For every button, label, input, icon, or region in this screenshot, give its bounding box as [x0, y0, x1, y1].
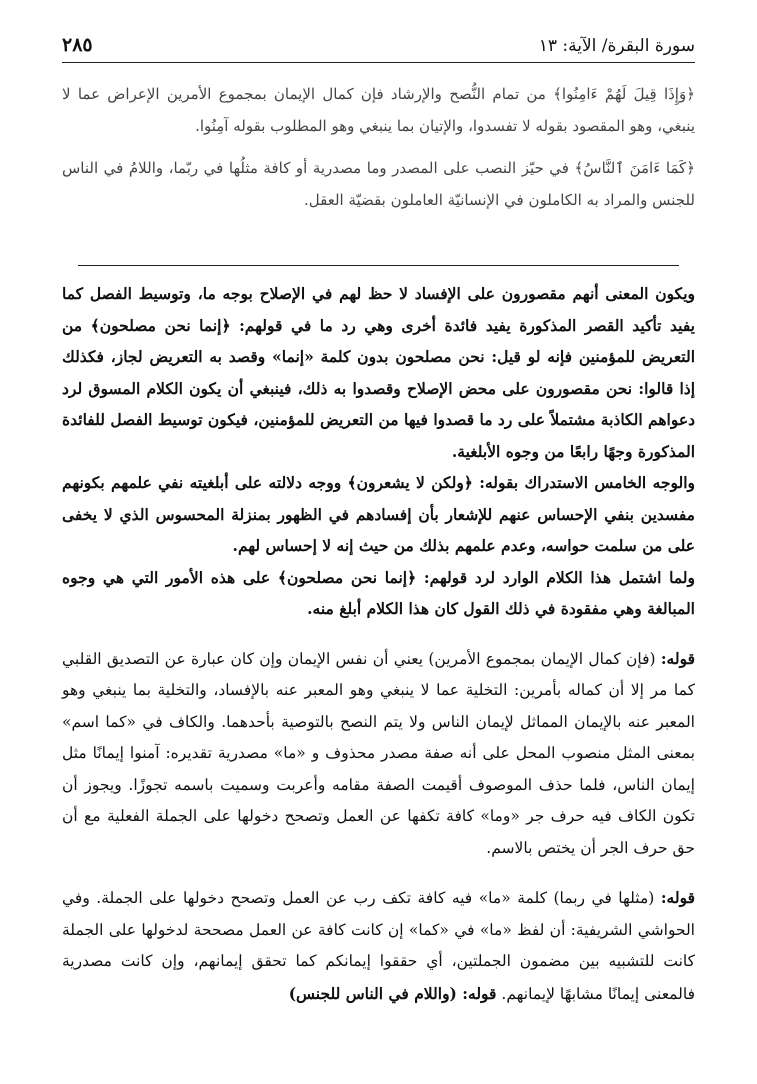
commentary-paragraph: [62, 882, 695, 1010]
matn-paragraph: ﴿كَمَا ءَامَنَ ٱلنَّاسُ﴾ في حيّز النصب على المصدر وما مصدرية أو كافة مثلُها في ربّما، واللامُ في الناس للجنس والمراد به الكاملون في الإنسانيّة العاملون بقضيّة العقل.: [62, 159, 695, 209]
qawlu-label: قوله:: [660, 648, 695, 668]
page-number: ٢٨٥: [62, 34, 93, 56]
commentary-body: (واللام في الناس للجنس): [288, 983, 463, 1003]
qawlu-label: قوله:: [462, 983, 497, 1003]
matn-text: [62, 78, 695, 226]
qawlu-label: قوله:: [660, 888, 695, 907]
separator-line: [78, 265, 679, 266]
commentary-paragraph: [62, 643, 695, 865]
commentary-body: (مثلها في ربما) كلمة «ما» فيه كافة تكف رب عن العمل وتصحح دخولها على الجملة. وفي الحواشي الشريفية: أن لفظ «ما» في «كما» إن كانت كافة عن العمل مصححة لدخولها على الجملة كانت للتشبيه بين مضمون الجملتين، أي حققوا إيمانكم كما تحقق إيمانهم، وإن كانت مصدرية فالمعنى إيمانًا مشابهًا لإيمانهم.: [62, 889, 695, 1003]
commentary-paragraph: والوجه الخامس الاستدراك بقوله: ﴿ولكن لا يشعرون﴾ ووجه دلالته على أبلغيته نفي علمهم بكونهم مفسدين بنفي الإحساس عنهم للإشعار بأن إفسادهم في الظهور بمنزلة المحسوس الذي لا يخفى على من سلمت حواسه، وعدم علمهم بذلك من حيث إنه لا إحساس لهم.: [62, 473, 695, 555]
commentary-paragraph: ولما اشتمل هذا الكلام الوارد لرد قولهم: ﴿إنما نحن مصلحون﴾ على هذه الأمور التي هي وجوه المبالغة وهي مفقودة في ذلك القول كان هذا الكلام أبلغ منه.: [62, 567, 695, 618]
running-title: سورة البقرة/ الآية: ١٣: [538, 36, 695, 56]
commentary-body: (فإن كمال الإيمان بمجموع الأمرين) يعني أن نفس الإيمان وإن كان عبارة عن التصديق القلبي كما مر إلا أن كماله بأمرين: التخلية عما لا ينبغي وهو المعبر عنه بالإفساد، والتخلية بما ينبغي وهو المعبر عنه بالإيمان المماثل لإيمان الناس ولا يتم النصح بالتوصية بأحدهما. والكاف في «كما اسم» بمعنى المثل منصوب المحل على أنه صفة مصدر محذوف و «ما» مصدرية تقديره: آمنوا إيمانًا مثل إيمان الناس، فلما حذف الموصوف أقيمت الصفة مقامه وأعربت وسميت باسمه تجوزًا. ويجوز أن تكون الكاف فيه حرف جر «وما» كافة تكفها عن العمل وتصحح دخولها على الجملة الفعلية مع أن حق حرف الجر أن يختص بالاسم.: [62, 649, 695, 857]
commentary-text: [62, 278, 695, 1010]
commentary-paragraph: ويكون المعنى أنهم مقصورون على الإفساد لا حظ لهم في الإصلاح بوجه ما، وتوسيط الفصل كما يفيد تأكيد القصر المذكورة يفيد فائدة أخرى وهي رد ما في قولهم: ﴿إنما نحن مصلحون﴾ من التعريض للمؤمنين فإنه لو قيل: نحن مصلحون بدون كلمة «إنما» وقصد به التعريض لجاز، فكذلك إذا قالوا: نحن مقصورون على محض الإصلاح وقصدوا به ذلك، فينبغي أن يكون الكلام المسوق لرد دعواهم الكاذبة مشتملاً على رد ما قصدوا فيها من التعريض للمؤمنين، فيكون توسيط الفصل للفائدة المذكورة وجهًا رابعًا من وجوه الأبلغية.: [62, 284, 695, 461]
page-header: [62, 28, 695, 63]
matn-paragraph: ﴿وَإِذَا قِيلَ لَهُمْ ءَامِنُوا﴾ من تمام النُّصح والإرشاد فإن كمال الإيمان بمجموع الأمرين الإعراض عما لا ينبغي، وهو المقصود بقوله لا تفسدوا، والإتيان بما ينبغي وهو المطلوب بقوله آمِنُوا.: [62, 85, 695, 135]
